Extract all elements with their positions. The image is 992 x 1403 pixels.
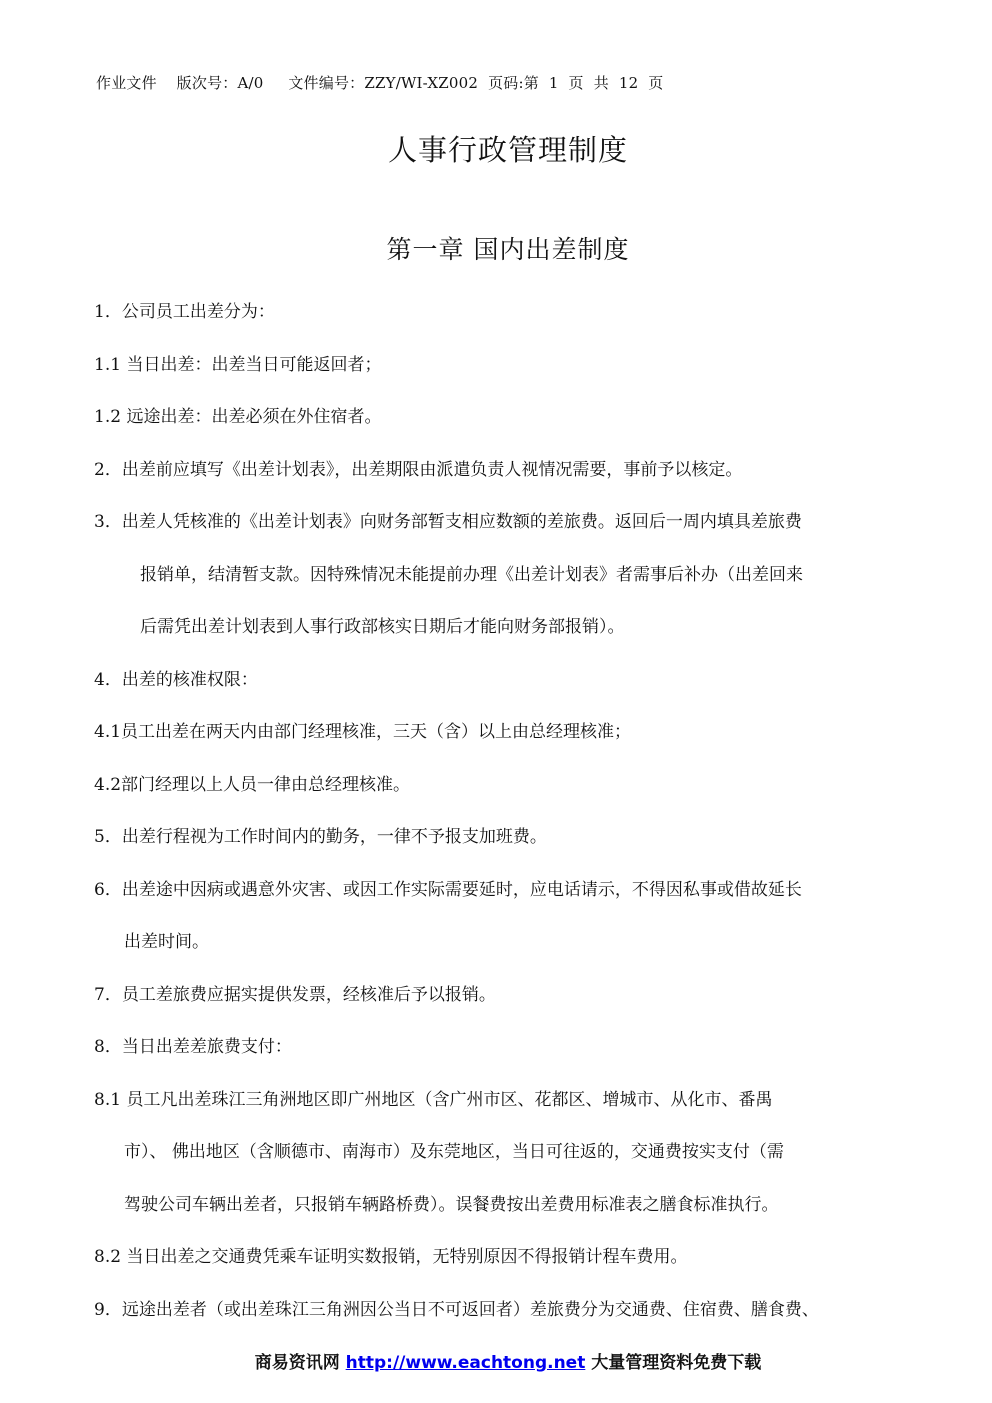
paragraph-line: 8.1 员工凡出差珠江三角洲地区即广州地区（含广州市区、花都区、增城市、从化市、番禺: [94, 1089, 773, 1110]
paragraph-8-1: [94, 1074, 924, 1232]
document-header: 作业文件 版次号：A/0 文件编号：ZZY/WI-XZ002 页码:第 1 页 共 12 页: [96, 74, 664, 92]
paragraph-1-1: [94, 339, 924, 392]
paragraph-line: 后需凭出差计划表到人事行政部核实日期后才能向财务部报销）。: [140, 617, 625, 637]
paragraph-line: 2．出差前应填写《出差计划表》，出差期限由派遣负责人视情况需要，事前予以核定。: [94, 459, 743, 480]
paragraph-4: [94, 654, 924, 707]
paragraph-4-2: [94, 759, 924, 812]
footer-site-name: 商易资讯网: [254, 1353, 346, 1373]
paragraph-line: 4.1员工出差在两天内由部门经理核准，三天（含）以上由总经理核准；: [94, 722, 632, 742]
paragraph-line: 9．远途出差者（或出差珠江三角洲因公当日不可返回者）差旅费分为交通费、住宿费、膳食费、: [94, 1299, 819, 1320]
paragraph-line: 1.1 当日出差：出差当日可能返回者；: [94, 354, 382, 375]
paragraph-6: [94, 864, 924, 969]
chapter-heading: 第一章 国内出差制度: [386, 235, 630, 264]
paragraph-1-2: [94, 391, 924, 444]
paragraph-line: 市）、 佛出地区（含顺德市、南海市）及东莞地区，当日可往返的，交通费按实支付（需: [124, 1142, 784, 1162]
paragraph-line: 5．出差行程视为工作时间内的勤务，一律不予报支加班费。: [94, 827, 547, 847]
paragraph-1: [94, 286, 924, 339]
paragraph-line: 3．出差人凭核准的《出差计划表》向财务部暂支相应数额的差旅费。返回后一周内填具差旅费: [94, 512, 802, 532]
paragraph-4-1: [94, 706, 924, 759]
page-footer: [0, 1348, 992, 1373]
paragraph-line: 出差时间。: [124, 932, 209, 952]
paragraph-8-2: [94, 1231, 924, 1284]
paragraph-7: [94, 969, 924, 1022]
paragraph-9: [94, 1284, 924, 1337]
paragraph-line: 7．员工差旅费应据实提供发票，经核准后予以报销。: [94, 984, 496, 1005]
paragraph-5: [94, 811, 924, 864]
paragraph-line: 6．出差途中因病或遇意外灾害、或因工作实际需要延时，应电话请示，不得因私事或借故延长: [94, 879, 802, 900]
paragraph-line: 8.2 当日出差之交通费凭乘车证明实数报销，无特别原因不得报销计程车费用。: [94, 1247, 688, 1267]
paragraph-line: 4．出差的核准权限：: [94, 669, 258, 690]
footer-website-link[interactable]: http://www.eachtong.net: [345, 1353, 586, 1373]
footer-tagline: 大量管理资料免费下载: [585, 1353, 762, 1373]
document-title: 人事行政管理制度: [387, 133, 628, 167]
document-body: [94, 286, 924, 1336]
paragraph-line: 8．当日出差差旅费支付：: [94, 1037, 292, 1057]
paragraph-8: [94, 1021, 924, 1074]
paragraph-line: 4.2部门经理以上人员一律由总经理核准。: [94, 774, 411, 795]
paragraph-2: [94, 444, 924, 497]
paragraph-line: 驾驶公司车辆出差者，只报销车辆路桥费）。误餐费按出差费用标准表之膳食标准执行。: [124, 1194, 779, 1215]
paragraph-line: 报销单，结清暂支款。因特殊情况未能提前办理《出差计划表》者需事后补办（出差回来: [140, 564, 803, 585]
paragraph-line: 1.2 远途出差：出差必须在外住宿者。: [94, 407, 382, 427]
paragraph-3: [94, 496, 924, 654]
paragraph-line: 1．公司员工出差分为：: [94, 302, 275, 322]
